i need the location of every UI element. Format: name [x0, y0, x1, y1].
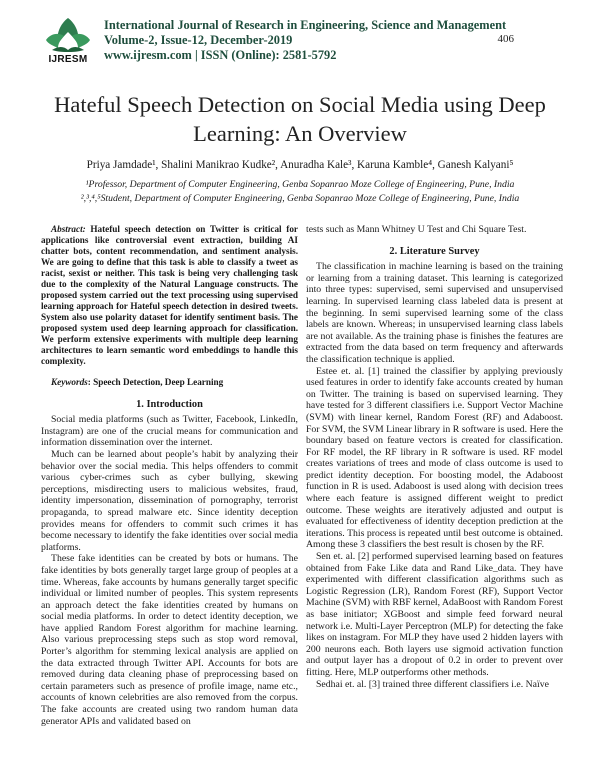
keywords-text: : Speech Detection, Deep Learning	[87, 377, 224, 387]
keywords-label: Keywords	[51, 377, 88, 387]
journal-info	[104, 18, 524, 63]
keywords	[41, 377, 298, 389]
abstract	[41, 224, 298, 367]
section-heading-introduction: 1. Introduction	[136, 398, 203, 410]
paragraph-continuation: tests such as Mann Whitney U Test and Chi Square Test.	[306, 224, 527, 235]
journal-header	[38, 14, 558, 70]
affiliation-1: ¹Professor, Department of Computer Engineering, Genba Sopanrao Moze College of Engineering, Pune, India	[85, 179, 515, 190]
abstract-text: Hateful speech detection on Twitter is critical for applications like controversial event extraction, building AI chatter bots, content recommendation, and sentiment analysis. We are going to define that this task is able to classify a tweet as racist, sexist or neither. This task is being very challenging task due to the complexity of the Natural Language constructs. The proposed system carried out the text processing using supervised learning approach for Hateful speech detection in desired tweets. System also use polarity dataset for identify sentiment basis. The proposed system used deep learning approach for classification. We perform extensive experiments with multiple deep learning architectures to learn semantic word embeddings to handle this complexity.	[41, 224, 298, 366]
paragraph: These fake identities can be created by bots or humans. The fake identities by bots generally target large group of peoples at a time. Whereas, fake accounts by humans generally target specific individual or limited number of peoples. This system represents an approach detect the fake identities created by humans on social media platforms. In order to detect identity deception, we have applied Random Forest algorithm for machine learning. Also various preprocessing steps such as stop word removal, Porter’s algorithm for stemming lexical analysis are applied on the data extracted through Twitter API. Accounts for bots are removed during data cleaning phase of preprocessing based on certain parameters such as presence of profile image, name etc., accounts of known celebrities are also removed from the corpus. The fake accounts are created using two random human data generator APIs and validated based on	[41, 553, 298, 727]
paragraph: The classification in machine learning is based on the training or learning from a training dataset. This learning is categorized into three types: supervised, semi supervised and unsupervised learning. In supervised learning class labeled data is present at the beginning. In semi supervised learning some of the class labels are known. Whereas; in unsupervised learning class labels are not available. As the training phase is finishes the features are extracted from the data based on term frequency and afterwards the classification technique is applied.	[306, 261, 563, 365]
right-column	[306, 224, 563, 690]
abstract-label: Abstract:	[51, 224, 86, 234]
paragraph: Social media platforms (such as Twitter, Facebook, LinkedIn, Instagram) are one of the crucial means for communication and information dissemination over the internet.	[41, 414, 298, 449]
paragraph: Estee et. al. [1] trained the classifier by applying previously used features in order to identify fake accounts created by human on Twitter. The training is based on supervised learning. They have tested for 3 different classifiers i.e. Support Vector Machine (SVM) with linear kernel, Random Forest (RF) and Adaboost. For SVM, the SVM Linear library in R software is used. Here the boundary based on feature vectors is created for classification. For RF model, the RF library in R software is used. RF model creates variations of trees and mode of class outcome is used to predict identity deception. For boosting model, the Adaboost function in R is used. Adaboost is used along with decision trees where each feature is assigned different weight to predict outcome. These weights are iteratively adjusted and output is evaluated for effectiveness of identity deception prediction at the iterations. This process is repeated until best outcome is obtained. Among these 3 classifiers the best result is chosen by the RF.	[306, 365, 563, 551]
page-number: 406	[497, 33, 514, 45]
section-heading-literature-survey: 2. Literature Survey	[389, 245, 480, 257]
logo-text: IJRESM	[48, 54, 88, 65]
affiliation-2: ²,³,⁴,⁵Student, Department of Computer Engineering, Genba Sopanrao Moze College of Engineering, Pune, India	[80, 193, 520, 204]
journal-name: International Journal of Research in Engineering, Science and Management	[104, 18, 507, 32]
left-column	[41, 224, 298, 727]
paragraph: Sedhai et. al. [3] trained three different classifiers i.e. Naïve	[316, 678, 549, 690]
journal-volume: Volume-2, Issue-12, December-2019	[104, 33, 293, 47]
paper-title: Hateful Speech Detection on Social Media using Deep Learning: An Overview	[54, 92, 546, 146]
journal-website: www.ijresm.com | ISSN (Online): 2581-5792	[104, 48, 337, 62]
paragraph: Sen et. al. [2] performed supervised learning based on features obtained from Fake Like data and Rand Like_data. They have experimented with different classification algorithms such as Logistic Regression (LR), Random Forest (RF), Support Vector Machine (SVM) with RBF kernel, AdaBoost with Random Forest as base initiator; XGBoost and simple feed forward neural network i.e. Multi-Layer Perceptron (MLP) for detecting the fake likes on instagram. For MLP they have used 2 hidden layers with 200 neurons each. Both layers use sigmoid activation function and output layer has a dropout of 0.2 in order to prevent over fitting. Here, MLP outperforms other methods.	[306, 551, 564, 678]
paragraph: Much can be learned about people’s habit by analyzing their behavior over the social media. This helps offenders to commit various cyber-crimes such as cyber bullying, skewing perceptions, misdirecting users to malicious websites, fraud, identity impersonation, dissemination of pornography, terrorist propaganda, to spread malware etc. Since identity deception provides means for offenders to commit such crimes it has become necessary to identify the fake identities over social media platforms.	[41, 448, 298, 553]
author-list: Priya Jamdade¹, Shalini Manikrao Kudke², Anuradha Kale³, Karuna Kamble⁴, Ganesh Kalyani⁵	[86, 159, 514, 171]
